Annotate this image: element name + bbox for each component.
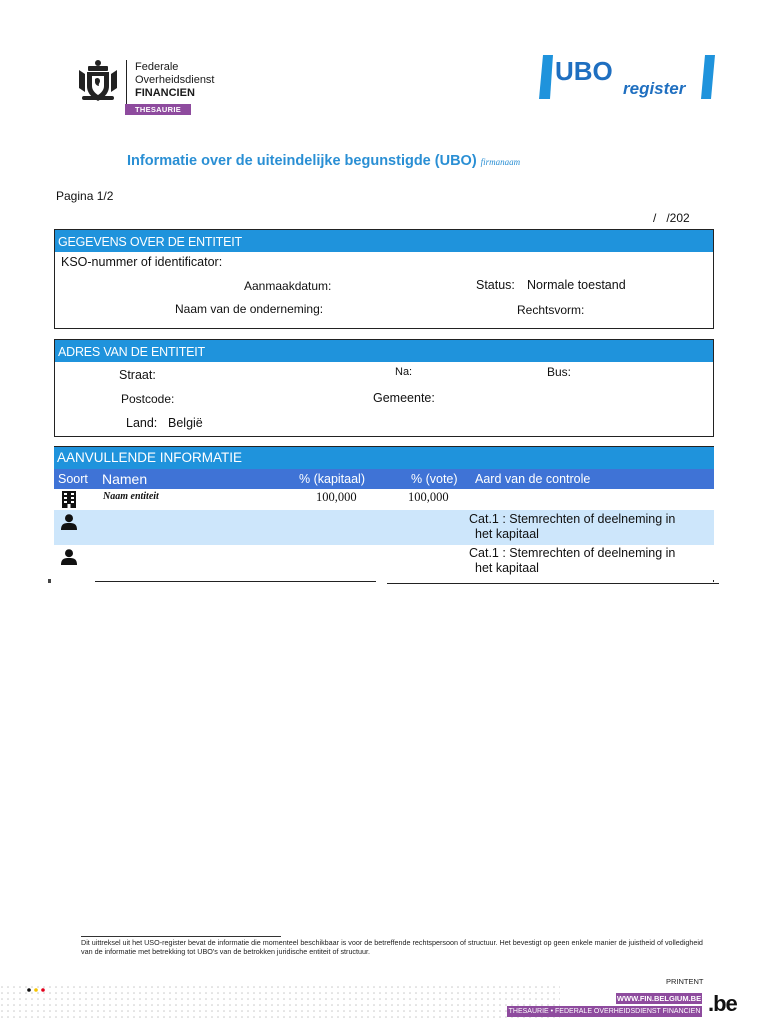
municipality-label: Gemeente:: [373, 391, 435, 405]
postcode-label: Postcode:: [121, 392, 175, 406]
col-type: Soort: [58, 472, 88, 486]
extra-info-heading: AANVULLENDE INFORMATIE: [54, 447, 714, 469]
building-icon: [62, 491, 76, 508]
footnote-text: Dit uittreksel uit het USO-register bevat de informatie die momenteel beschikbaar is voor de betreffende rechtspersoon of structuur. Het bevestigt op geen enkele manier de juistheid of volledigheid van de informatie met betrekking tot UBO's van de betrokken juridische entiteit of structuur.: [81, 938, 703, 956]
table-row: [54, 489, 714, 510]
row-capital: 100,000: [316, 490, 357, 504]
person-icon: [61, 549, 77, 565]
kso-label: KSO-nummer of identificator:: [61, 255, 223, 269]
org-line-3: FINANCIEN: [135, 87, 195, 99]
org-line-1: Federale: [135, 61, 179, 73]
belgian-crest-logo: [76, 58, 120, 104]
ubo-logo-subtext: register: [623, 79, 686, 98]
status-label: Status:: [476, 278, 515, 292]
person-icon: [61, 514, 77, 530]
entity-section-heading: GEGEVENS OVER DE ENTITEIT: [55, 230, 713, 252]
logo-divider: [126, 60, 127, 104]
country-label: Land:: [126, 416, 158, 430]
table-header: [54, 469, 714, 489]
entity-section: [54, 229, 714, 329]
ubo-logo-text: UBO: [555, 56, 613, 86]
col-capital: % (kapitaal): [299, 472, 365, 486]
col-names: Namen: [102, 471, 148, 487]
document-title: [127, 153, 520, 169]
row-control-line2: het kapitaal: [475, 527, 539, 541]
page-indicator: Pagina 1/2: [56, 189, 114, 203]
org-name: [135, 61, 215, 100]
decorative-dot-pattern: [0, 985, 560, 1021]
table-row: [54, 545, 714, 580]
row-control-line1: Cat.1 : Stemrechten of deelneming in: [469, 546, 676, 560]
number-label: Na:: [395, 366, 413, 378]
country-value: België: [168, 416, 203, 430]
row-name: Naam entiteit: [103, 491, 159, 502]
row-vote: 100,000: [408, 490, 449, 504]
document-subtitle: firmanaam: [480, 157, 521, 167]
department-footer-tag: THESAURIE • FEDERALE OVERHEIDSDIENST FINANCIEN: [508, 1008, 701, 1015]
website-link[interactable]: WWW.FIN.BELGIUM.BE: [616, 994, 702, 1003]
col-vote: % (vote): [411, 472, 458, 486]
department-tag: THESAURIE: [125, 104, 191, 115]
be-logo: [708, 991, 737, 1017]
table-corner-mark: [48, 579, 51, 583]
table-bottom-rule-right: [387, 583, 719, 584]
printent-label: PRINTENT: [666, 977, 704, 986]
row-control-line2: het kapitaal: [475, 561, 539, 575]
bus-label: Bus:: [547, 365, 572, 379]
legal-form-label: Rechtsvorm:: [517, 303, 585, 317]
document-date: / /202: [653, 211, 690, 225]
col-control: Aard van de controle: [475, 472, 591, 486]
ubo-register-logo: [539, 55, 715, 101]
street-label: Straat:: [119, 368, 156, 382]
footnote-rule: [81, 936, 281, 937]
company-name-label: Naam van de onderneming:: [175, 302, 324, 316]
document-title-text: Informatie over de uiteindelijke begunstigde (UBO): [127, 153, 477, 169]
table-bottom-rule-left: [95, 581, 376, 582]
be-logo-text: .be: [708, 991, 737, 1016]
created-date-label: Aanmaakdatum:: [244, 279, 332, 293]
status-value: Normale toestand: [527, 278, 626, 292]
row-control-line1: Cat.1 : Stemrechten of deelneming in: [469, 512, 676, 526]
org-line-2: Overheidsdienst: [135, 74, 215, 86]
address-section-heading: ADRES VAN DE ENTITEIT: [55, 340, 713, 362]
address-section: [54, 339, 714, 437]
table-row: [54, 510, 714, 545]
extra-info-section: [54, 446, 714, 582]
